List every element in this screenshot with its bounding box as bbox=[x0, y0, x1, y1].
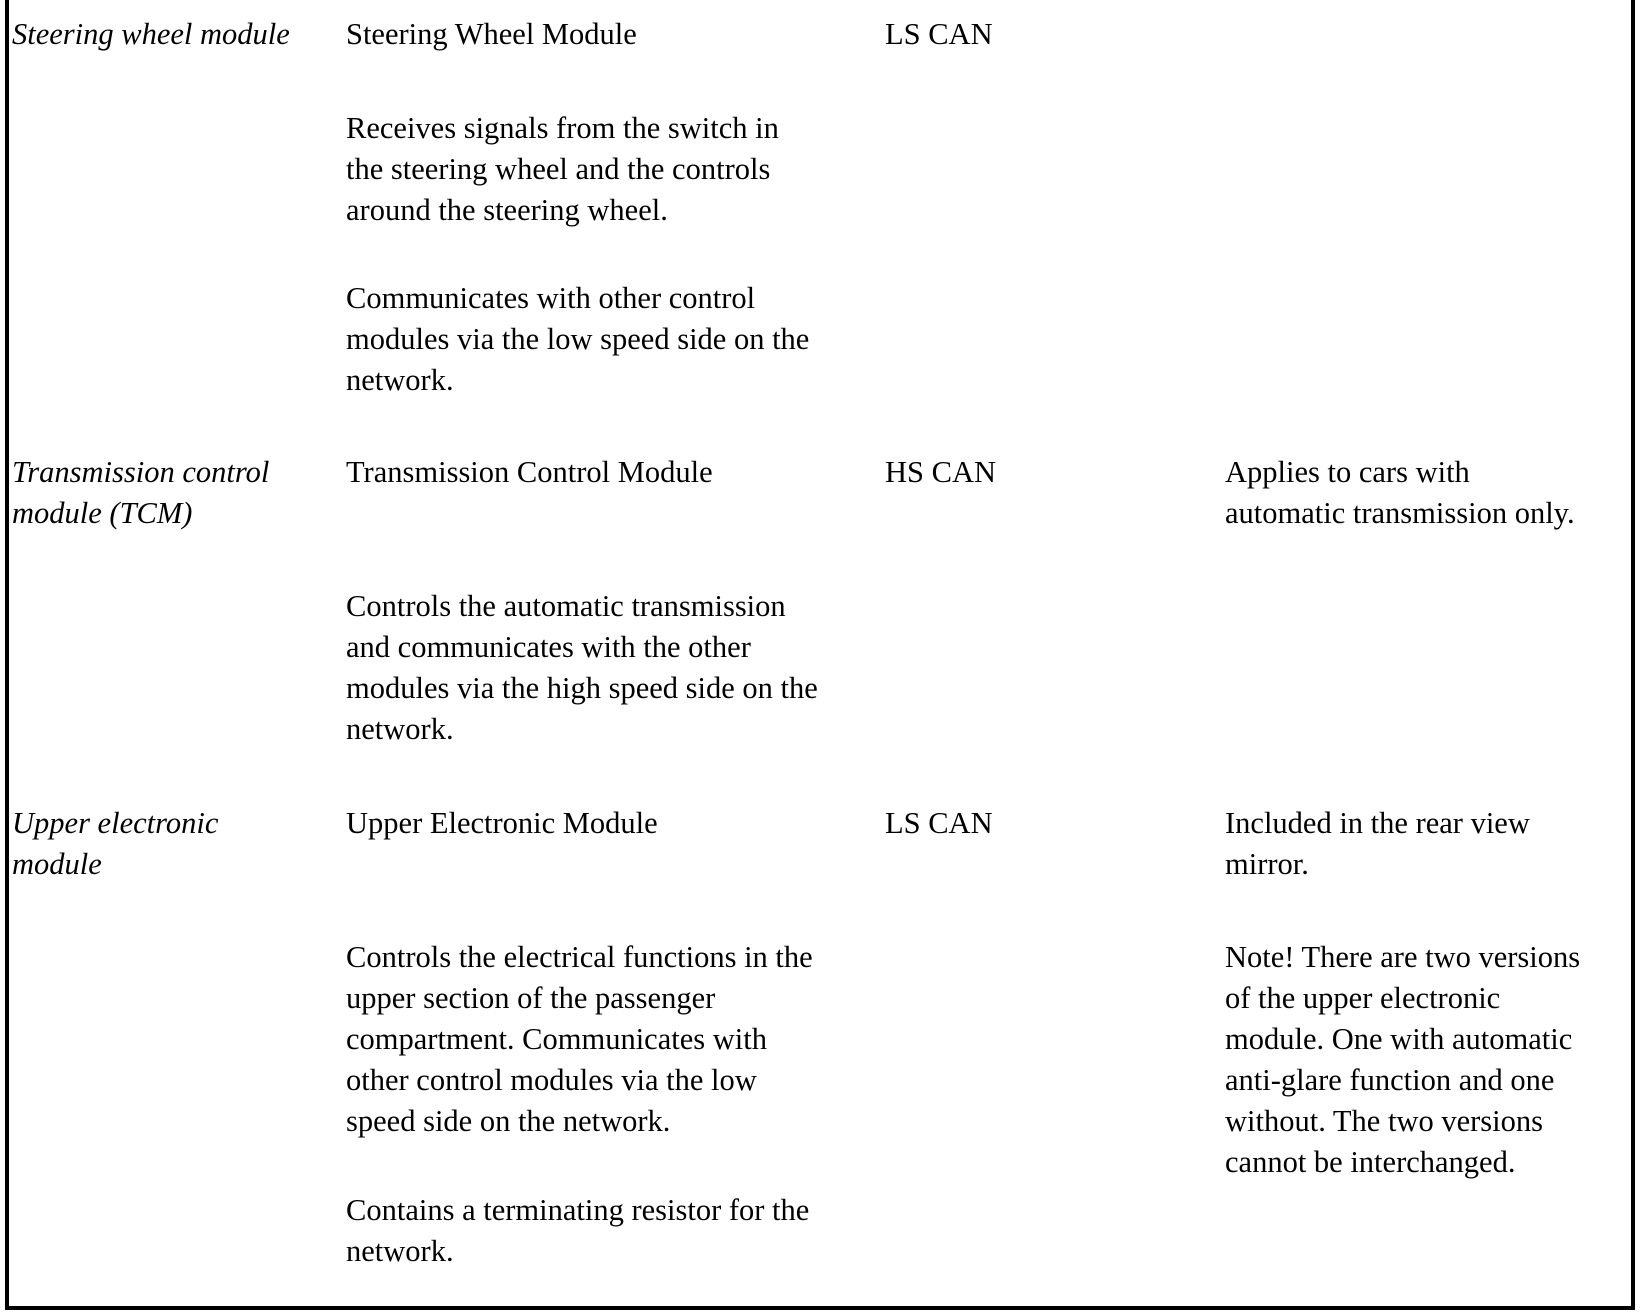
row-2-name-line-1: module bbox=[12, 847, 102, 881]
row-2-note-1-line-1: of the upper electronic bbox=[1225, 981, 1501, 1015]
row-2-description-1 bbox=[346, 1190, 809, 1272]
row-2-description-0 bbox=[346, 937, 813, 1142]
row-0-description-0 bbox=[346, 108, 779, 231]
row-2-note-1-line-2: module. One with automatic bbox=[1225, 1022, 1573, 1056]
row-2-desc-0-line-0: Controls the electrical functions in the bbox=[346, 940, 813, 974]
row-2-note-0-line-1: mirror. bbox=[1225, 847, 1309, 881]
row-0-network: LS CAN bbox=[885, 17, 993, 51]
row-1-name-line-0: Transmission control bbox=[12, 455, 270, 489]
row-2-note-1-line-5: cannot be interchanged. bbox=[1225, 1145, 1516, 1179]
row-2-network: LS CAN bbox=[885, 806, 993, 840]
row-2-desc-0-line-4: speed side on the network. bbox=[346, 1104, 671, 1138]
row-2-note-0-line-0: Included in the rear view bbox=[1225, 806, 1530, 840]
row-2-desc-0-line-1: upper section of the passenger bbox=[346, 981, 716, 1015]
row-1-desc-0-line-1: and communicates with the other bbox=[346, 630, 751, 664]
row-1-name-line-1: module (TCM) bbox=[12, 496, 193, 530]
row-0-desc-1-line-1: modules via the low speed side on the bbox=[346, 322, 810, 356]
row-1-desc-0-line-0: Controls the automatic transmission bbox=[346, 589, 786, 623]
row-2-name bbox=[12, 803, 218, 885]
row-0-desc-0-line-2: around the steering wheel. bbox=[346, 193, 668, 227]
row-1-network: HS CAN bbox=[885, 455, 997, 489]
row-2-note-1 bbox=[1225, 937, 1580, 1183]
row-2-module-line-0: Upper Electronic Module bbox=[346, 806, 658, 840]
row-1-note-0-line-0: Applies to cars with bbox=[1225, 455, 1470, 489]
row-2-name-line-0: Upper electronic bbox=[12, 806, 219, 840]
row-0-desc-1-line-2: network. bbox=[346, 363, 454, 397]
row-2-note-1-line-3: anti-glare function and one bbox=[1225, 1063, 1555, 1097]
row-0-desc-1-line-0: Communicates with other control bbox=[346, 281, 756, 315]
row-0-name-line-0: Steering wheel module bbox=[12, 17, 290, 51]
row-1-name bbox=[12, 452, 269, 534]
row-0-name bbox=[12, 14, 290, 55]
row-0-description-1 bbox=[346, 278, 809, 401]
row-1-note-0-line-1: automatic transmission only. bbox=[1225, 496, 1575, 530]
row-2-desc-0-line-3: other control modules via the low bbox=[346, 1063, 757, 1097]
row-1-description-0 bbox=[346, 586, 818, 750]
row-0-desc-0-line-0: Receives signals from the switch in bbox=[346, 111, 779, 145]
row-0-module-line-0: Steering Wheel Module bbox=[346, 17, 637, 51]
row-2-note-1-line-4: without. The two versions bbox=[1225, 1104, 1543, 1138]
row-0-desc-0-line-1: the steering wheel and the controls bbox=[346, 152, 771, 186]
row-0-module bbox=[346, 14, 637, 55]
row-2-desc-0-line-2: compartment. Communicates with bbox=[346, 1022, 767, 1056]
row-1-module bbox=[346, 452, 713, 493]
row-1-module-line-0: Transmission Control Module bbox=[346, 455, 713, 489]
row-1-note-0 bbox=[1225, 452, 1575, 534]
row-2-desc-1-line-1: network. bbox=[346, 1234, 454, 1268]
row-1-desc-0-line-3: network. bbox=[346, 712, 454, 746]
row-2-desc-1-line-0: Contains a terminating resistor for the bbox=[346, 1193, 810, 1227]
row-1-desc-0-line-2: modules via the high speed side on the bbox=[346, 671, 818, 705]
row-2-module bbox=[346, 803, 658, 844]
row-2-note-0 bbox=[1225, 803, 1530, 885]
row-2-note-1-line-0: Note! There are two versions bbox=[1225, 940, 1581, 974]
